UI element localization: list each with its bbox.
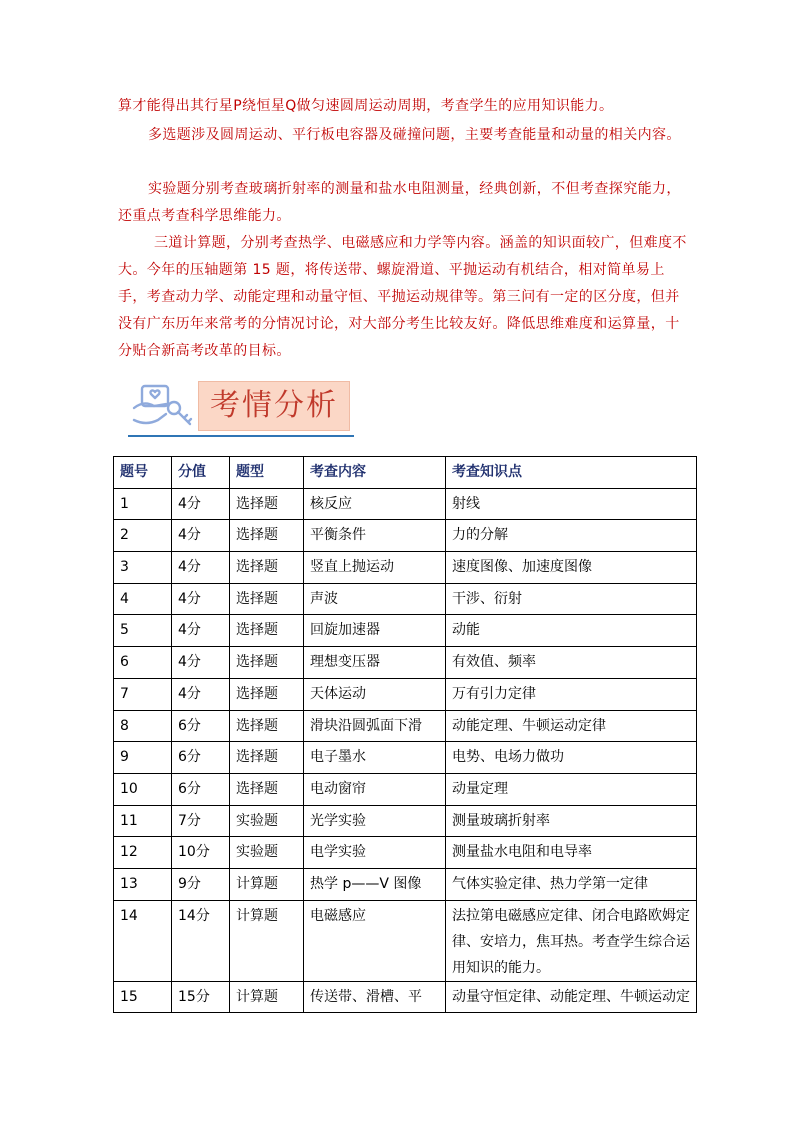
cell-content: 电动窗帘 [304,773,446,805]
cell-score: 10分 [172,837,230,869]
cell-score: 6分 [172,710,230,742]
cell-number: 12 [114,837,172,869]
cell-type: 选择题 [230,710,304,742]
cell-score: 7分 [172,805,230,837]
section-banner [128,378,356,438]
cell-score: 4分 [172,488,230,520]
cell-score: 6分 [172,773,230,805]
cell-content: 声波 [304,583,446,615]
cell-knowledge: 力的分解 [446,520,697,552]
table-header-row [114,457,697,489]
cell-type: 实验题 [230,837,304,869]
cell-type: 计算题 [230,900,304,981]
cell-knowledge: 干涉、衍射 [446,583,697,615]
paragraph-2: 多选题涉及圆周运动、平行板电容器及碰撞问题，主要考查能量和动量的相关内容。 [148,127,681,143]
cell-type: 选择题 [230,742,304,774]
cell-number: 6 [114,647,172,679]
table-row [114,773,697,805]
cell-number: 7 [114,678,172,710]
header-knowledge: 考查知识点 [446,457,697,489]
cell-number: 15 [114,981,172,1013]
divider [128,435,354,437]
table-row [114,583,697,615]
table-row [114,678,697,710]
cell-knowledge: 动量守恒定律、动能定理、牛顿运动定 [446,981,697,1013]
cell-type: 选择题 [230,615,304,647]
cell-knowledge: 万有引力定律 [446,678,697,710]
cell-content: 电子墨水 [304,742,446,774]
cell-type: 选择题 [230,773,304,805]
table-row [114,868,697,900]
cell-knowledge: 动能 [446,615,697,647]
cell-knowledge: 测量玻璃折射率 [446,805,697,837]
cell-number: 4 [114,583,172,615]
cell-content: 传送带、滑槽、平 [304,981,446,1013]
cell-type: 计算题 [230,981,304,1013]
cell-number: 2 [114,520,172,552]
table-row [114,837,697,869]
cell-type: 选择题 [230,552,304,584]
cell-number: 5 [114,615,172,647]
cell-knowledge: 气体实验定律、热力学第一定律 [446,868,697,900]
cell-knowledge: 动量定理 [446,773,697,805]
cell-score: 15分 [172,981,230,1013]
cell-type: 选择题 [230,647,304,679]
cell-score: 4分 [172,678,230,710]
cell-knowledge: 电势、电场力做功 [446,742,697,774]
cell-number: 9 [114,742,172,774]
cell-content: 天体运动 [304,678,446,710]
table-row [114,488,697,520]
paragraph-4: 三道计算题，分别考查热学、电磁感应和力学等内容。涵盖的知识面较广，但难度不大。今年的压轴题第 15 题，将传送带、螺旋滑道、平抛运动有机结合，相对简单易上手，考查动力学、动能定理和动量守恒、平抛运动规律等。第三问有一定的区分度，但并没有广东历年来常考的分情况讨论，对大部分考生比较友好。降低思维难度和运算量，十分贴合新高考改革的目标。 [118,235,687,359]
cell-knowledge: 射线 [446,488,697,520]
exam-analysis-table [113,456,697,1013]
table-row [114,520,697,552]
cell-content: 核反应 [304,488,446,520]
cell-score: 4分 [172,583,230,615]
cell-number: 13 [114,868,172,900]
table-row [114,981,697,1013]
cell-score: 4分 [172,552,230,584]
cell-number: 8 [114,710,172,742]
cell-number: 11 [114,805,172,837]
cell-score: 4分 [172,520,230,552]
table-row [114,647,697,679]
cell-content: 电学实验 [304,837,446,869]
cell-knowledge: 有效值、频率 [446,647,697,679]
table-row [114,552,697,584]
cell-score: 4分 [172,647,230,679]
cell-content: 热学 p——V 图像 [304,868,446,900]
cell-type: 实验题 [230,805,304,837]
cell-content: 光学实验 [304,805,446,837]
cell-content: 平衡条件 [304,520,446,552]
table-row [114,710,697,742]
cell-type: 选择题 [230,488,304,520]
header-content: 考查内容 [304,457,446,489]
cell-knowledge: 速度图像、加速度图像 [446,552,697,584]
cell-number: 14 [114,900,172,981]
paragraph-3: 实验题分别考查玻璃折射率的测量和盐水电阻测量，经典创新，不但考查探究能力，还重点考查科学思维能力。 [118,181,681,224]
cell-score: 14分 [172,900,230,981]
cell-content: 理想变压器 [304,647,446,679]
cell-content: 滑块沿圆弧面下滑 [304,710,446,742]
cell-content: 竖直上抛运动 [304,552,446,584]
cell-type: 选择题 [230,520,304,552]
cell-type: 计算题 [230,868,304,900]
cell-knowledge: 测量盐水电阻和电导率 [446,837,697,869]
header-type: 题型 [230,457,304,489]
cell-content: 回旋加速器 [304,615,446,647]
table-row [114,742,697,774]
table-row [114,900,697,981]
cell-knowledge: 法拉第电磁感应定律、闭合电路欧姆定律、安培力，焦耳热。考查学生综合运用知识的能力。 [446,900,697,981]
cell-type: 选择题 [230,678,304,710]
table-row [114,615,697,647]
cell-number: 3 [114,552,172,584]
cell-number: 1 [114,488,172,520]
cell-number: 10 [114,773,172,805]
section-title: 考情分析 [198,381,350,431]
cell-knowledge: 动能定理、牛顿运动定律 [446,710,697,742]
table-row [114,805,697,837]
paragraph-1: 算才能得出其行星P绕恒星Q做匀速圆周运动周期，考查学生的应用知识能力。 [118,98,614,114]
cell-content: 电磁感应 [304,900,446,981]
cell-type: 选择题 [230,583,304,615]
cell-score: 6分 [172,742,230,774]
header-number: 题号 [114,457,172,489]
cell-score: 9分 [172,868,230,900]
cell-score: 4分 [172,615,230,647]
heart-key-icon [128,378,200,434]
header-score: 分值 [172,457,230,489]
